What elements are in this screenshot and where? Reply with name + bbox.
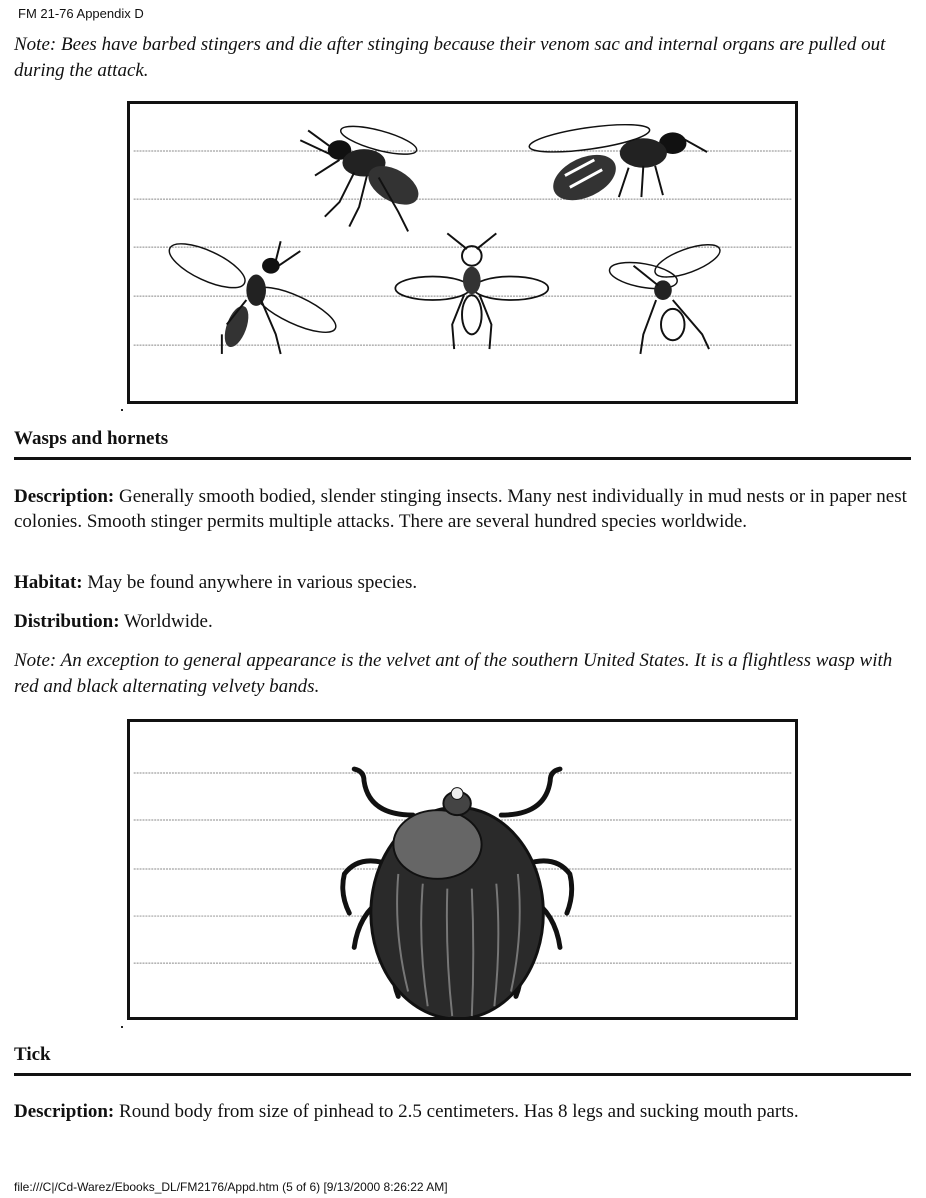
- wasps-illustration: [130, 104, 795, 401]
- document-header: FM 21-76 Appendix D: [18, 6, 144, 21]
- mud-dauber-icon: [164, 235, 342, 354]
- description-text: Generally smooth bodied, slender stinging insects. Many nest individually in mud nests or in paper nest colonies. Smooth stinger permits multiple attacks. There are several hundred species worldwide.: [14, 486, 907, 532]
- note-velvet-ant: Note: An exception to general appearance is the velvet ant of the southern United States. It is a flightless wasp with red and black alternating velvety bands.: [14, 650, 893, 697]
- habitat-text: May be found anywhere in various species.: [87, 572, 418, 593]
- section-divider: [14, 1073, 911, 1076]
- tick-figure: [127, 719, 798, 1020]
- section-title-wasps: Wasps and hornets: [14, 428, 169, 449]
- wasps-distribution: [14, 609, 914, 634]
- description-label: Description:: [14, 486, 115, 507]
- wasps-description: [14, 484, 914, 534]
- section-title-tick: Tick: [14, 1044, 51, 1065]
- tick-icon: [343, 769, 572, 1017]
- document-footer: file:///C|/Cd-Warez/Ebooks_DL/FM2176/Appd.htm (5 of 6) [9/13/2000 8:26:22 AM]: [14, 1180, 448, 1194]
- stray-mark: [121, 409, 123, 411]
- hornet-icon: [528, 119, 707, 209]
- description-text: Round body from size of pinhead to 2.5 centimeters. Has 8 legs and sucking mouth parts.: [119, 1101, 799, 1122]
- stray-mark: [121, 1026, 123, 1028]
- note-bees: Note: Bees have barbed stingers and die after stinging because their venom sac and internal organs are pulled out during the attack.: [14, 34, 886, 81]
- distribution-label: Distribution:: [14, 611, 120, 632]
- description-label: Description:: [14, 1101, 115, 1122]
- wasp-icon: [300, 121, 425, 232]
- distribution-text: Worldwide.: [124, 611, 213, 632]
- wasps-figure: [127, 101, 798, 404]
- tick-illustration: [130, 722, 795, 1017]
- habitat-label: Habitat:: [14, 572, 83, 593]
- wasps-habitat: [14, 570, 914, 595]
- tick-description: [14, 1099, 914, 1124]
- section-divider: [14, 457, 911, 460]
- paper-wasp-icon: [395, 233, 548, 349]
